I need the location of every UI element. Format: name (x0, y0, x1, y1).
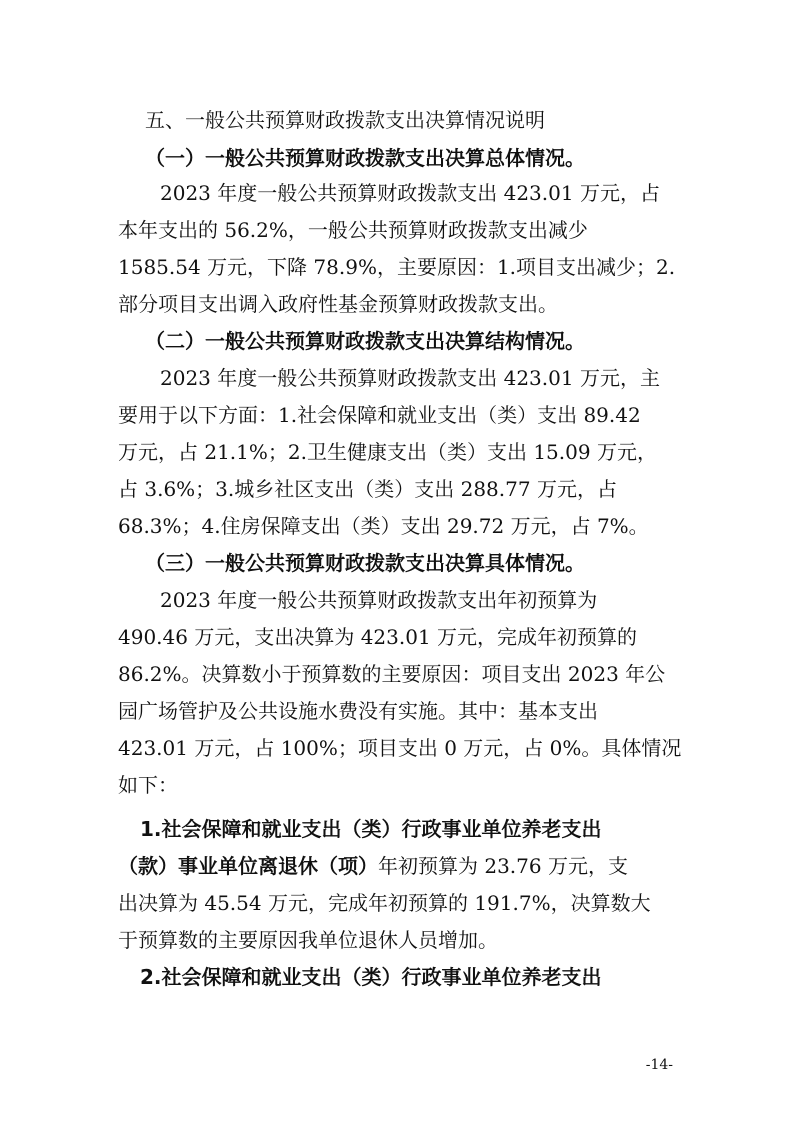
sub2-heading: （二）一般公共预算财政拨款支出决算结构情况。 (145, 329, 585, 353)
sub1-line-2: 本年支出的 56.2%，一般公共预算财政拨款支出减少 (118, 218, 588, 242)
sub3-line-3: 86.2%。决算数小于预算数的主要原因：项目支出 2023 年公 (118, 662, 666, 686)
sub1-line-4: 部分项目支出调入政府性基金预算财政拨款支出。 (118, 292, 558, 316)
section-title: 五、一般公共预算财政拨款支出决算情况说明 (145, 108, 545, 132)
sub2-line-3: 万元，占 21.1%；2.卫生健康支出（类）支出 15.09 万元， (118, 440, 657, 464)
sub3-line-2: 490.46 万元，支出决算为 423.01 万元，完成年初预算的 (118, 625, 638, 649)
sub1-heading: （一）一般公共预算财政拨款支出决算总体情况。 (145, 146, 585, 170)
item1-line-4: 于预算数的主要原因我单位退休人员增加。 (118, 928, 498, 952)
sub2-line-4: 占 3.6%；3.城乡社区支出（类）支出 288.77 万元，占 (118, 477, 617, 501)
page-number: -14- (645, 1057, 673, 1073)
item1-heading-cont: （款）事业单位离退休（项） (118, 854, 378, 878)
item1-line-3: 出决算为 45.54 万元，完成年初预算的 191.7%，决算数大 (118, 891, 651, 915)
item1-line-2 (118, 852, 628, 880)
sub2-line-1: 2023 年度一般公共预算财政拨款支出 423.01 万元，主 (160, 366, 660, 390)
sub2-line-5: 68.3%；4.住房保障支出（类）支出 29.72 万元，占 7%。 (118, 514, 649, 538)
sub3-line-1: 2023 年度一般公共预算财政拨款支出年初预算为 (160, 588, 598, 612)
sub3-line-6: 如下： (118, 773, 178, 797)
sub2-line-2: 要用于以下方面：1.社会保障和就业支出（类）支出 89.42 (118, 403, 641, 427)
sub3-line-5: 423.01 万元，占 100%；项目支出 0 万元，占 0%。具体情况 (118, 736, 682, 760)
sub3-line-4: 园广场管护及公共设施水费没有实施。其中：基本支出 (118, 699, 598, 723)
sub1-line-1: 2023 年度一般公共预算财政拨款支出 423.01 万元，占 (160, 181, 660, 205)
sub3-heading: （三）一般公共预算财政拨款支出决算具体情况。 (145, 551, 585, 575)
item1-heading: 1.社会保障和就业支出（类）行政事业单位养老支出 (140, 817, 602, 841)
sub1-line-3: 1585.54 万元，下降 78.9%，主要原因：1.项目支出减少；2. (118, 255, 676, 279)
item2-heading: 2.社会保障和就业支出（类）行政事业单位养老支出 (140, 965, 602, 989)
item1-line-2-text: 年初预算为 23.76 万元，支 (378, 854, 628, 878)
